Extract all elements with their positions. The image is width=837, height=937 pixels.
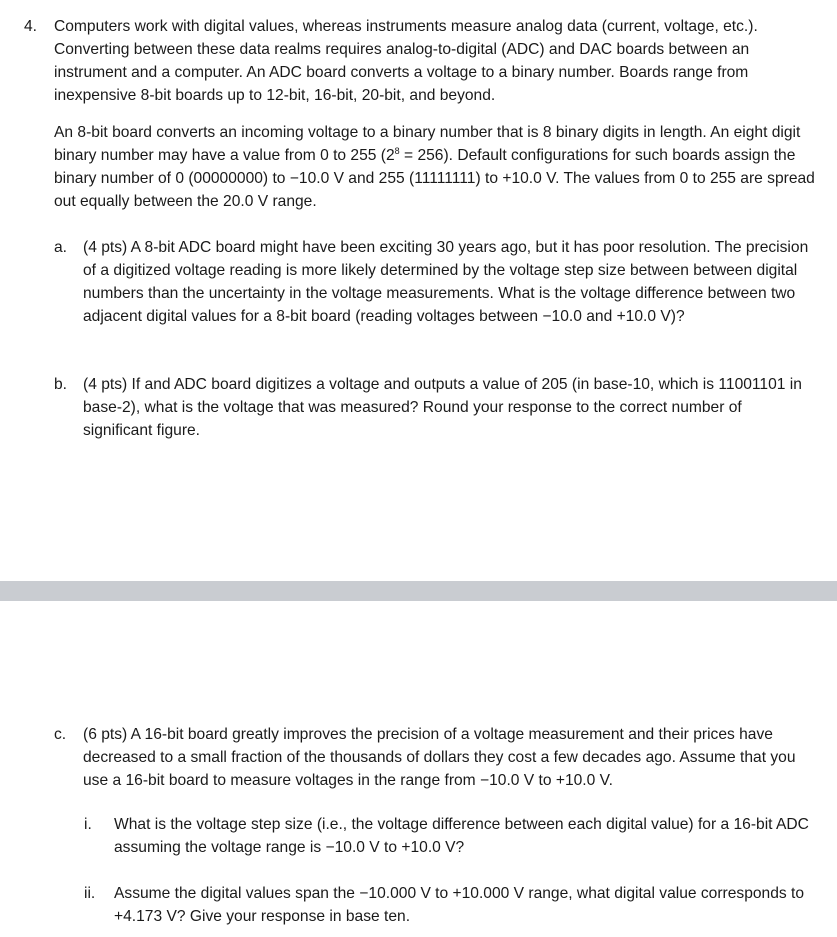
paragraph-2-text-end: = 256). Default configurations for such boards assign the binary number of 0 (00000000) to −10.0 V and 255 (11111111) to +10.0 V. The values from 0 to 255 are spread out equally between the 20.0 V range. [54,147,815,210]
part-a-text: (4 pts) A 8-bit ADC board might have been exciting 30 years ago, but it has poor resolution. The precision of a digitized voltage reading is more likely determined by the voltage step size between between digital numbers than the uncertainty in the voltage measurements. What is the voltage difference between two adjacent digital values for a 8-bit board (reading voltages between −10.0 and +10.0 V)? [83,239,809,325]
part-c-i-label: i. [84,816,92,833]
part-c-text: (6 pts) A 16-bit board greatly improves the precision of a voltage measurement and their prices have decreased to a small fraction of the thousands of dollars they cost a few decades ago. Assume that you use a 16-bit board to measure voltages in the range from −10.0 V to +10.0 V. [83,726,796,789]
part-c-label: c. [54,726,67,743]
exponent: 8 [394,146,400,156]
part-c-i-text: What is the voltage step size (i.e., the voltage difference between each digital value) for a 16-bit ADC assuming the voltage range is −10.0 V to +10.0 V? [114,816,809,856]
part-c-ii-text: Assume the digital values span the −10.000 V to +10.000 V range, what digital value corresponds to +4.173 V? Give your response in base ten. [114,885,805,925]
part-b-label: b. [54,376,68,393]
question-paragraph-2 [54,121,824,213]
paragraph-2-text-start: An 8-bit board converts an incoming voltage to a binary number that is 8 binary digits in length. An eight digit binary number may have a value from 0 to 255 (2 [54,124,801,164]
question-number: 4. [24,18,38,35]
question-intro: Computers work with digital values, whereas instruments measure analog data (current, voltage, etc.). Converting between these data realms requires analog-to-digital (ADC) and DAC boards between an instrument and a computer. An ADC board converts a voltage to a binary number. Boards range from inexpensive 8-bit boards up to 12-bit, 16-bit, 20-bit, and beyond. [54,18,758,104]
part-c-ii-label: ii. [84,885,96,902]
page-divider [0,581,837,601]
part-a-label: a. [54,239,68,256]
part-b-text: (4 pts) If and ADC board digitizes a voltage and outputs a value of 205 (in base-10, which is 11001101 in base-2), what is the voltage that was measured? Round your response to the correct number of significant figure. [83,376,802,439]
